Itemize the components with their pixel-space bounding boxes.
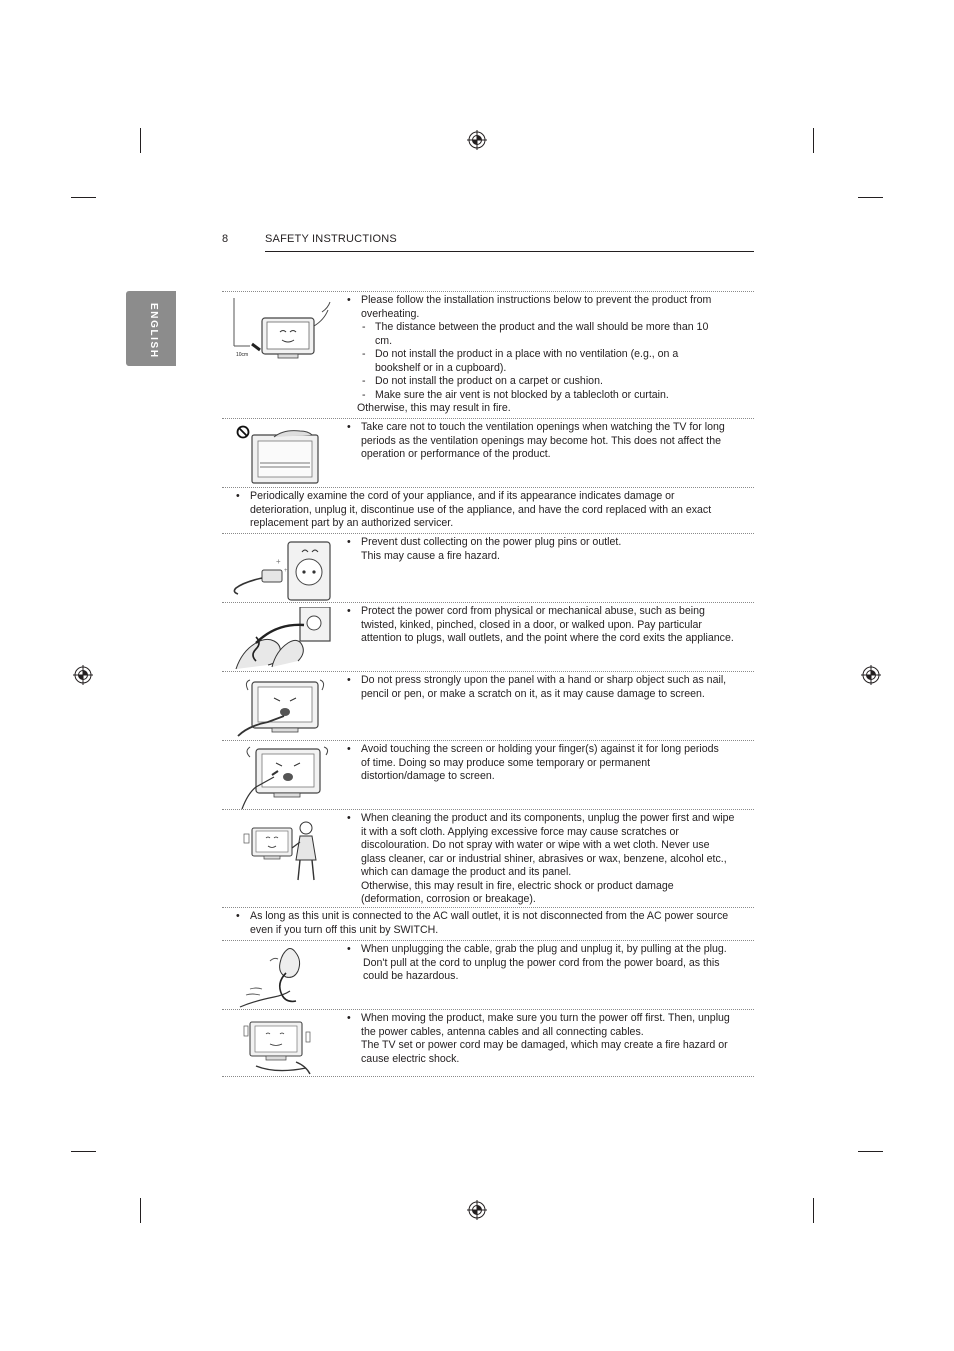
crop-mark (71, 197, 96, 198)
registration-mark-icon (73, 665, 93, 685)
tv-vent-hot-illustration (226, 423, 326, 487)
moving-product-illustration (226, 1014, 336, 1078)
instruction-row (222, 418, 754, 487)
unplug-by-plug-illustration (226, 945, 336, 1009)
instruction-text: • When cleaning the product and its components, unplug the power first and wipe it with a soft cloth. Applying excessive force may cause scratches or discolouration. Do not spray with water or wipe with a wet cloth. Never use glass cleaner, car or industrial shiner, abrasives or wax, benzene, alcohol etc., which can damage the product and its panel. (347, 812, 737, 880)
header-rule (265, 251, 754, 252)
instruction-text: • Periodically examine the cord of your appliance, and if its appearance indicates damage or deterioration, unplug it, discontinue use of the appliance, and have the cord replaced with an exact replacement part by an authorized servicer. (236, 490, 726, 531)
crop-mark (71, 1151, 96, 1152)
instruction-row (222, 671, 754, 740)
instruction-text: • Please follow the installation instructions below to prevent the product from overheating. (347, 294, 737, 321)
instruction-text: • Take care not to touch the ventilation openings when watching the TV for long periods as the ventilation openings may become hot. This does not affect the operation or performance of the product. (347, 421, 732, 462)
instruction-text: • When moving the product, make sure you turn the power off first. Then, unplug the power cables, antenna cables and all connecting cables. (347, 1012, 737, 1039)
cord-abuse-illustration (226, 607, 336, 673)
instruction-note: Otherwise, this may result in fire. (357, 402, 511, 414)
crop-mark (858, 197, 883, 198)
sub-instruction: - Do not install the product in a place with no ventilation (e.g., on a bookshelf or in a cupboard). (361, 348, 737, 375)
instruction-row (222, 533, 754, 602)
instruction-note: Don't pull at the cord to unplug the power cord from the power board, as this could be hazardous. (363, 956, 720, 982)
registration-mark-icon (467, 130, 487, 150)
instruction-note: The TV set or power cord may be damaged, which may create a fire hazard or cause electric shock. (361, 1039, 728, 1065)
section-title: SAFETY INSTRUCTIONS (265, 233, 397, 245)
page-number: 8 (222, 233, 229, 245)
svg-text:+: + (284, 568, 288, 574)
instruction-row (222, 809, 754, 909)
instruction-row (222, 940, 754, 1009)
crop-mark (813, 128, 814, 153)
instruction-note: This may cause a fire hazard. (361, 549, 500, 562)
tv-wall-clearance-illustration (226, 296, 346, 371)
instruction-text: • Do not press strongly upon the panel with a hand or sharp object such as nail, pencil or pen, or make a scratch on it, as it may cause damage to screen. (347, 674, 727, 701)
crop-mark (140, 128, 141, 153)
tv-press-panel-illustration (226, 676, 336, 740)
sub-instruction: - The distance between the product and the wall should be more than 10 cm. (361, 321, 737, 348)
instruction-row (222, 1009, 754, 1077)
instruction-text: • Protect the power cord from physical or mechanical abuse, such as being twisted, kinked, pinched, closed in a door, or walked upon. Pay particular attention to plugs, wall outlets, and the point where the cord exits the appliance. (347, 605, 737, 646)
instruction-row (222, 740, 754, 809)
instruction-text: • As long as this unit is connected to the AC wall outlet, it is not disconnected from the AC power source even if you turn off this unit by SWITCH. (236, 910, 736, 937)
instruction-text: • Prevent dust collecting on the power plug pins or outlet. (347, 536, 732, 550)
registration-mark-icon (861, 665, 881, 685)
instruction-note: Otherwise, this may result in fire, electric shock or product damage (deformation, corrosion or breakage). (361, 879, 674, 905)
language-tab-label: ENGLISH (148, 303, 159, 359)
instruction-row (222, 291, 754, 418)
crop-mark (813, 1198, 814, 1223)
instruction-row (222, 907, 754, 940)
clearance-label: 10cm (236, 352, 249, 358)
instruction-row (222, 487, 754, 533)
svg-text:+: + (276, 557, 281, 566)
instruction-row (222, 602, 754, 671)
instruction-text: • Avoid touching the screen or holding your finger(s) against it for long periods of time. Doing so may produce some temporary or permanent distortion/damage to screen. (347, 743, 727, 784)
plug-outlet-dust-illustration (226, 538, 336, 602)
language-tab (126, 291, 176, 366)
registration-mark-icon (467, 1200, 487, 1220)
sub-instruction: - Make sure the air vent is not blocked by a tablecloth or curtain. (361, 389, 737, 403)
crop-mark (858, 1151, 883, 1152)
tv-finger-touch-illustration (226, 745, 336, 811)
cleaning-product-illustration (226, 816, 336, 886)
instruction-text: • When unplugging the cable, grab the plug and unplug it, by pulling at the plug. (347, 943, 732, 957)
sub-instruction: - Do not install the product on a carpet or cushion. (361, 375, 737, 389)
crop-mark (140, 1198, 141, 1223)
